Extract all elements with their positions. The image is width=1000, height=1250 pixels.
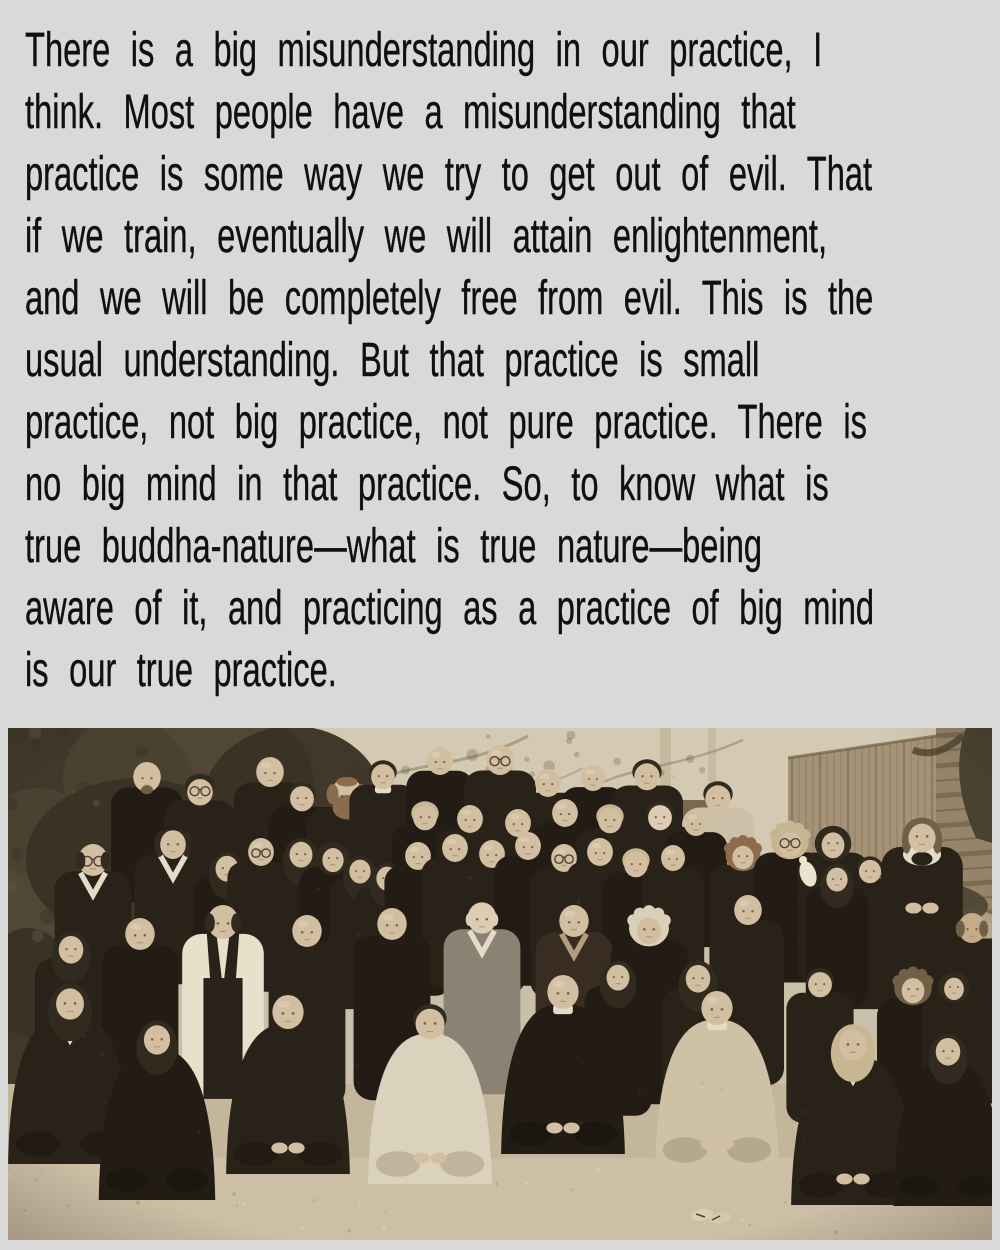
quote-line: no big mind in that practice. So, to know what is xyxy=(25,458,829,511)
quote-line: if we train, eventually we will attain enlightenment, xyxy=(25,210,828,263)
zen-group-photo xyxy=(8,728,992,1240)
quote-line: and we will be completely free from evil. This is the xyxy=(25,272,874,325)
quote-text xyxy=(25,20,985,702)
quote-line: is our true practice. xyxy=(25,644,337,697)
quote-line: true buddha-nature—what is true nature—being xyxy=(25,520,763,573)
quote-line: usual understanding. But that practice is small xyxy=(25,334,760,387)
quote-line: There is a big misunderstanding in our practice, I xyxy=(25,24,823,77)
quote-line: practice, not big practice, not pure practice. There is xyxy=(25,396,867,449)
quote-line: practice is some way we try to get out of evil. That xyxy=(25,148,873,201)
quote-line: think. Most people have a misunderstanding that xyxy=(25,86,796,139)
quote-line: aware of it, and practicing as a practice of big mind xyxy=(25,582,875,635)
